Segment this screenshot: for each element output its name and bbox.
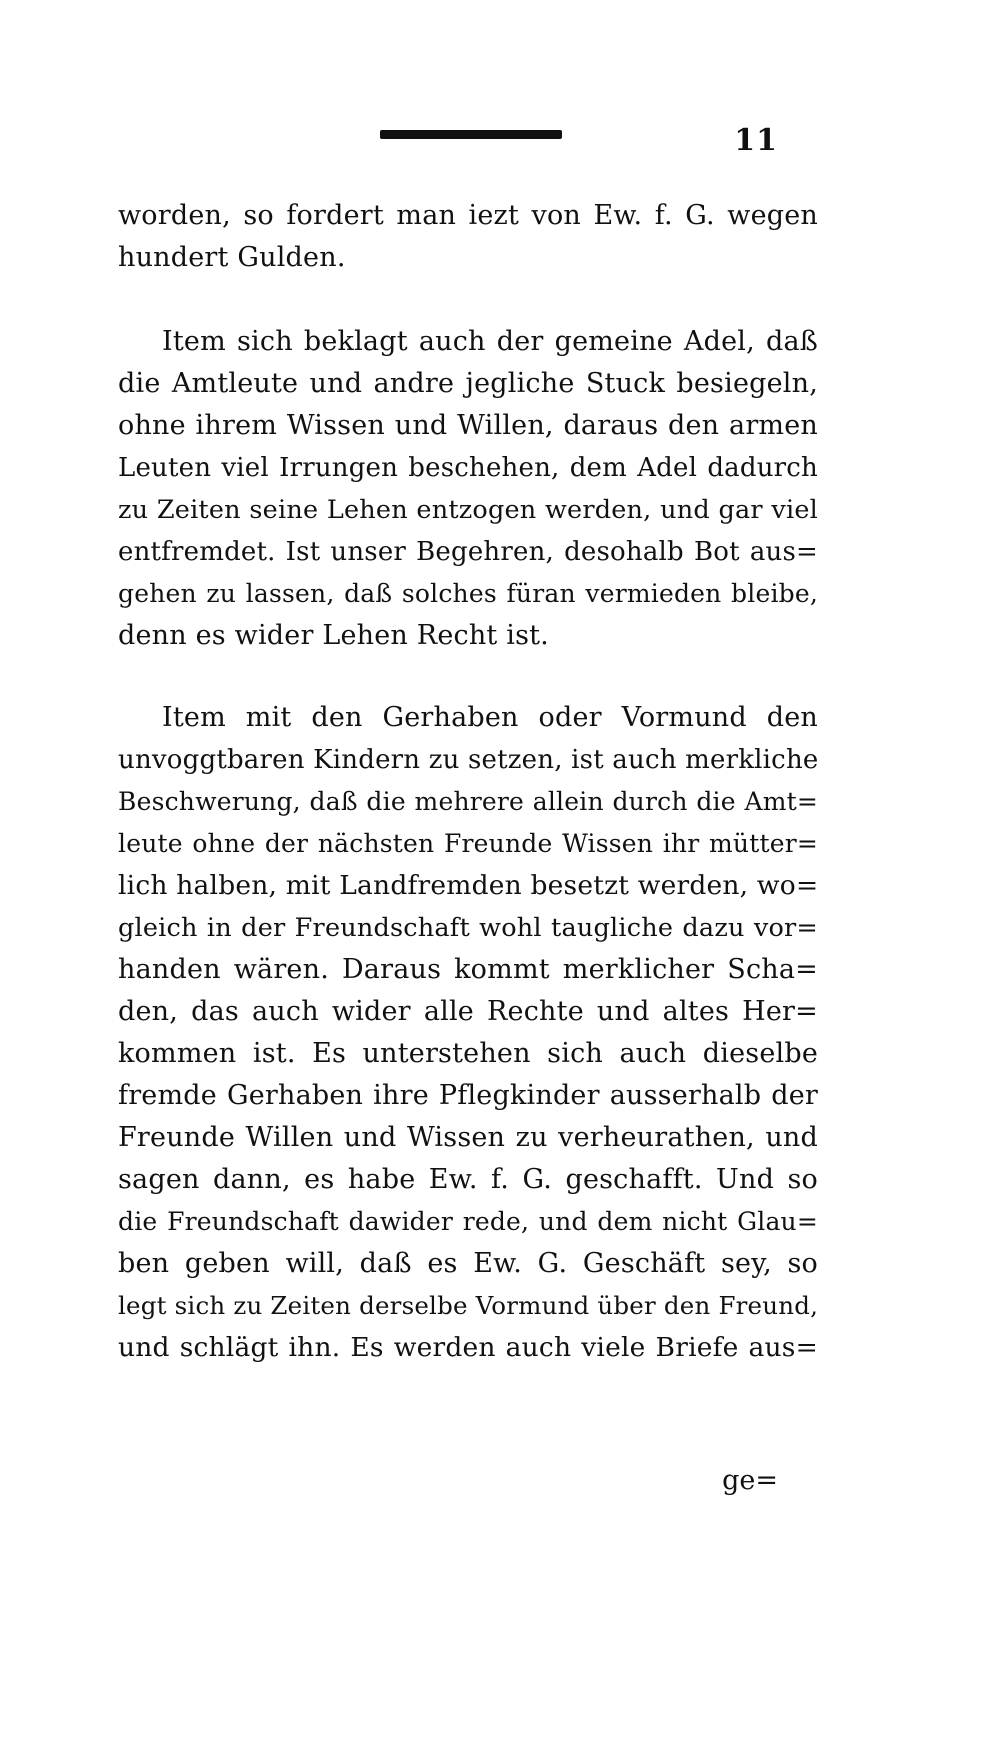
- text-line: handen wären. Daraus kommt merklicher Scha=: [118, 954, 818, 985]
- text-line: legt sich zu Zeiten derselbe Vormund über den Freund,: [118, 1291, 819, 1320]
- page-number: 11: [734, 123, 778, 158]
- text-line: Item mit den Gerhaben oder Vormund den: [162, 702, 818, 733]
- text-line: worden, so fordert man iezt von Ew. f. G. wegen: [118, 200, 818, 231]
- body-text: [118, 195, 818, 1369]
- text-line: hundert Gulden.: [118, 242, 346, 273]
- paragraph-1: [118, 195, 818, 279]
- text-line: Freunde Willen und Wissen zu verheurathen, und: [118, 1122, 818, 1153]
- text-line: denn es wider Lehen Recht ist.: [118, 620, 549, 651]
- text-line: fremde Gerhaben ihre Pflegkinder ausserhalb der: [118, 1080, 818, 1111]
- text-line: den, das auch wider alle Rechte und altes Her=: [118, 996, 818, 1027]
- text-line: entfremdet. Ist unser Begehren, desohalb Bot aus=: [118, 537, 818, 567]
- text-line: leute ohne der nächsten Freunde Wissen ihr mütter=: [118, 829, 818, 858]
- paragraph-3: [118, 697, 818, 1369]
- text-line: Beschwerung, daß die mehrere allein durch die Amt=: [118, 787, 818, 816]
- text-line: die Freundschaft dawider rede, und dem nicht Glau=: [118, 1207, 818, 1236]
- text-line: gehen zu lassen, daß solches füran vermieden bleibe,: [118, 579, 818, 608]
- text-line: und schlägt ihn. Es werden auch viele Briefe aus=: [118, 1332, 818, 1363]
- text-line: lich halben, mit Landfremden besetzt werden, wo=: [118, 870, 819, 901]
- header-rule: [380, 130, 562, 139]
- text-line: Leuten viel Irrungen beschehen, dem Adel dadurch: [118, 453, 818, 483]
- text-line: unvoggtbaren Kindern zu setzen, ist auch merkliche: [118, 745, 819, 775]
- text-line: gleich in der Freundschaft wohl taugliche dazu vor=: [118, 913, 818, 943]
- text-line: ohne ihrem Wissen und Willen, daraus den armen: [118, 410, 818, 441]
- text-line: kommen ist. Es unterstehen sich auch dieselbe: [118, 1038, 818, 1069]
- text-line: Item sich beklagt auch der gemeine Adel, daß: [162, 326, 818, 357]
- text-line: zu Zeiten seine Lehen entzogen werden, und gar viel: [118, 495, 818, 525]
- text-line: sagen dann, es habe Ew. f. G. geschafft. Und so: [118, 1164, 818, 1195]
- paragraph-2: [118, 321, 818, 657]
- catchword: ge=: [722, 1465, 778, 1496]
- text-line: ben geben will, daß es Ew. G. Geschäft sey, so: [118, 1248, 818, 1279]
- text-line: die Amtleute und andre jegliche Stuck besiegeln,: [118, 368, 818, 399]
